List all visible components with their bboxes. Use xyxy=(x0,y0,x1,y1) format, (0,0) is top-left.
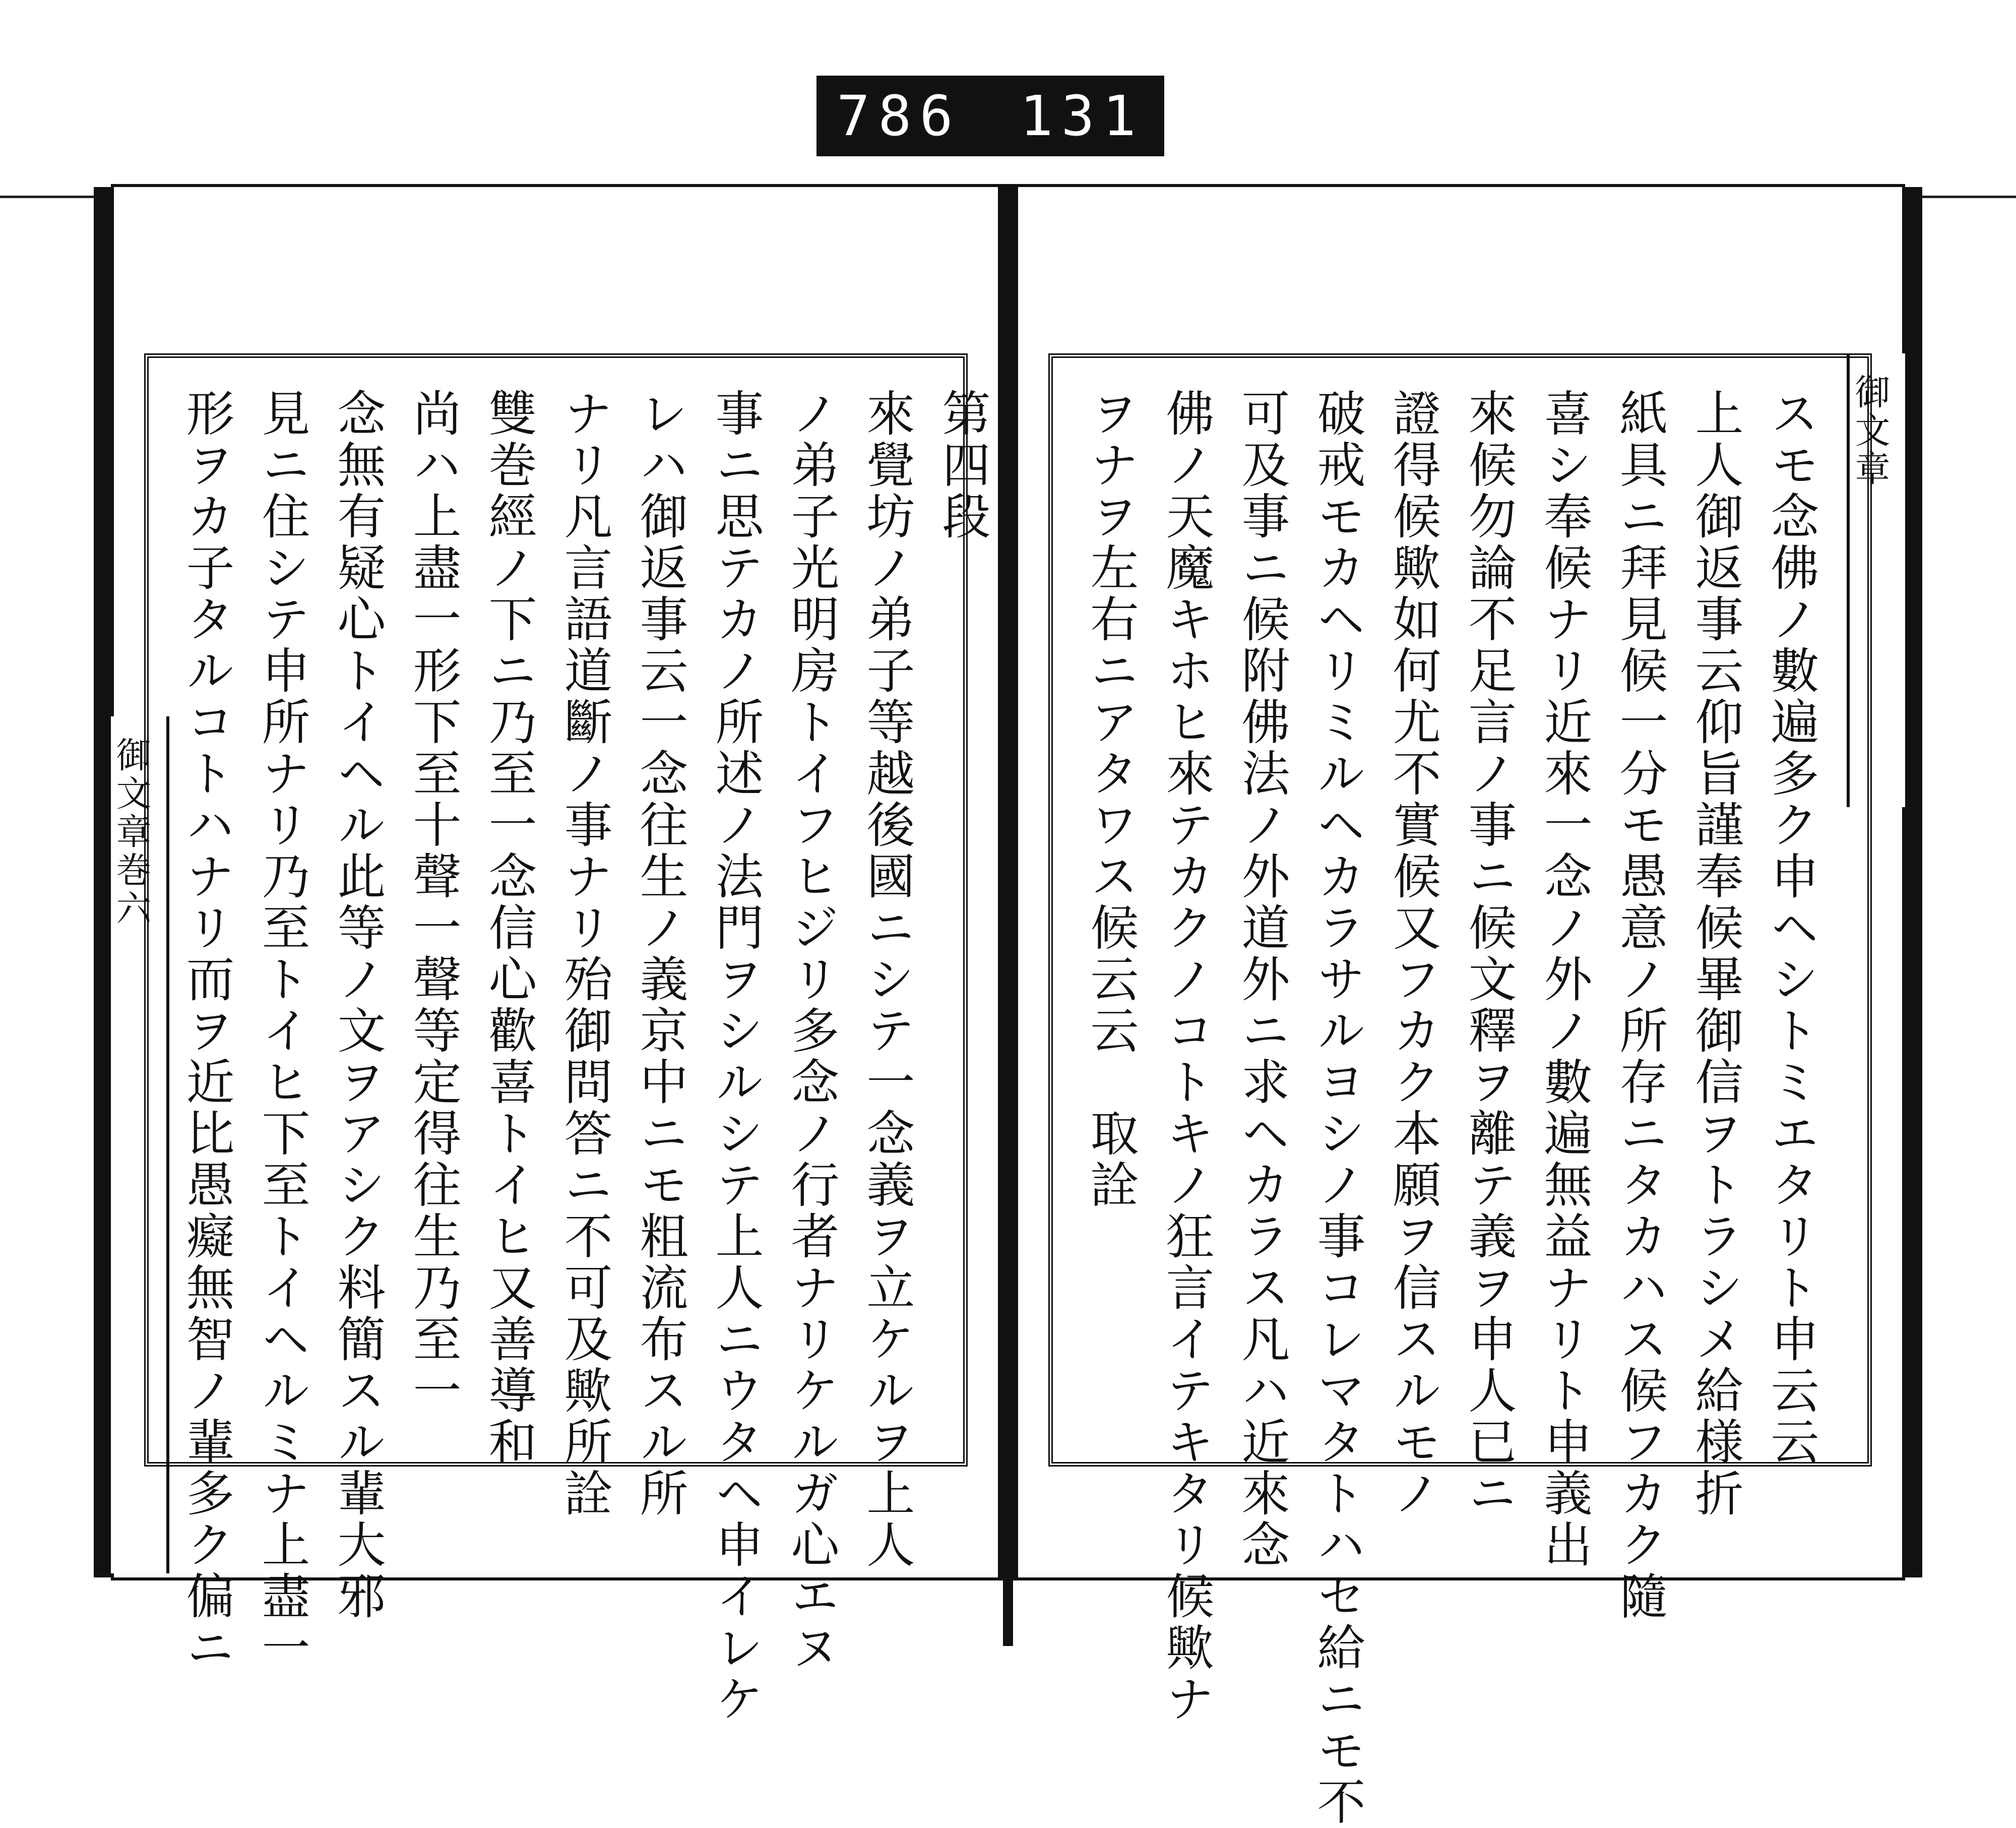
archive-frame-label xyxy=(816,76,1164,156)
left-body-text: 來覺坊ノ弟子等越後國ニシテ一念義ヲ立ケルヲ上人 ノ弟子光明房トイフヒジリ多念ノ行者ナリケルガ心エヌ 事ニ思テカノ所述ノ法門ヲシルシテ上人ニウタヘ申イレケ レハ御返事云一念往生ノ義京中ニモ粗流布スル所 ナリ凡言語道斷ノ事ナリ殆御問答ニ不可及歟所詮 雙巻經ノ下ニ乃至一念信心歡喜トイヒ又善導和 尚ハ上盡一形下至十聲一聲等定得往生乃至一 念無有疑心トイヘル此等ノ文ヲアシク料簡スル輩大邪 見ニ住シテ申所ナリ乃至トイヒ下至トイヘルミナ上盡一 形ヲカ子タルコトハナリ而ヲ近比愚癡無智ノ輩多ク偏ニ xyxy=(178,388,915,1725)
right-text-column xyxy=(1073,388,1829,1828)
frame-label-right: 131 xyxy=(1020,84,1144,148)
left-text-frame xyxy=(144,353,991,1725)
left-section-heading: 第四段 xyxy=(934,388,991,542)
right-running-title: 御文章 xyxy=(1849,374,1891,489)
left-page xyxy=(110,184,1003,1725)
right-text-frame xyxy=(1048,353,1872,1828)
left-text-column xyxy=(169,388,1000,1725)
right-body-text: スモ念佛ノ數遍多ク申ヘシトミエタリト申云云 上人御返事云仰旨謹奉候畢御信ヲトラシメ給様折 紙具ニ拜見候一分モ愚意ノ所存ニタカハス候フカク隨 喜シ奉候ナリ近來一念ノ外ノ數遍無益ナリト申義出 來候勿論不足言ノ事ニ候文釋ヲ離テ義ヲ申人已ニ 證得候歟如何尤不實候又フカク本願ヲ信スルモノ 破戒モカヘリミルヘカラサルヨシノ事コレマタトハセ給ニモ不 可及事ニ候附佛法ノ外道外ニ求ヘカラス凡ハ近來念 佛ノ天魔キホヒ來テカクノコトキノ狂言イテキタリ候歟ナ ヲナヲ左右ニアタワス候云云 取詮 xyxy=(1083,388,1819,1828)
frame-label-left: 786 xyxy=(837,84,961,148)
right-page xyxy=(1013,184,1905,1828)
right-page-edge xyxy=(1902,187,1922,1577)
book-gutter xyxy=(1003,184,1013,1646)
book-spread xyxy=(110,184,1905,1828)
left-running-title: 御文章巻六 xyxy=(110,737,152,928)
